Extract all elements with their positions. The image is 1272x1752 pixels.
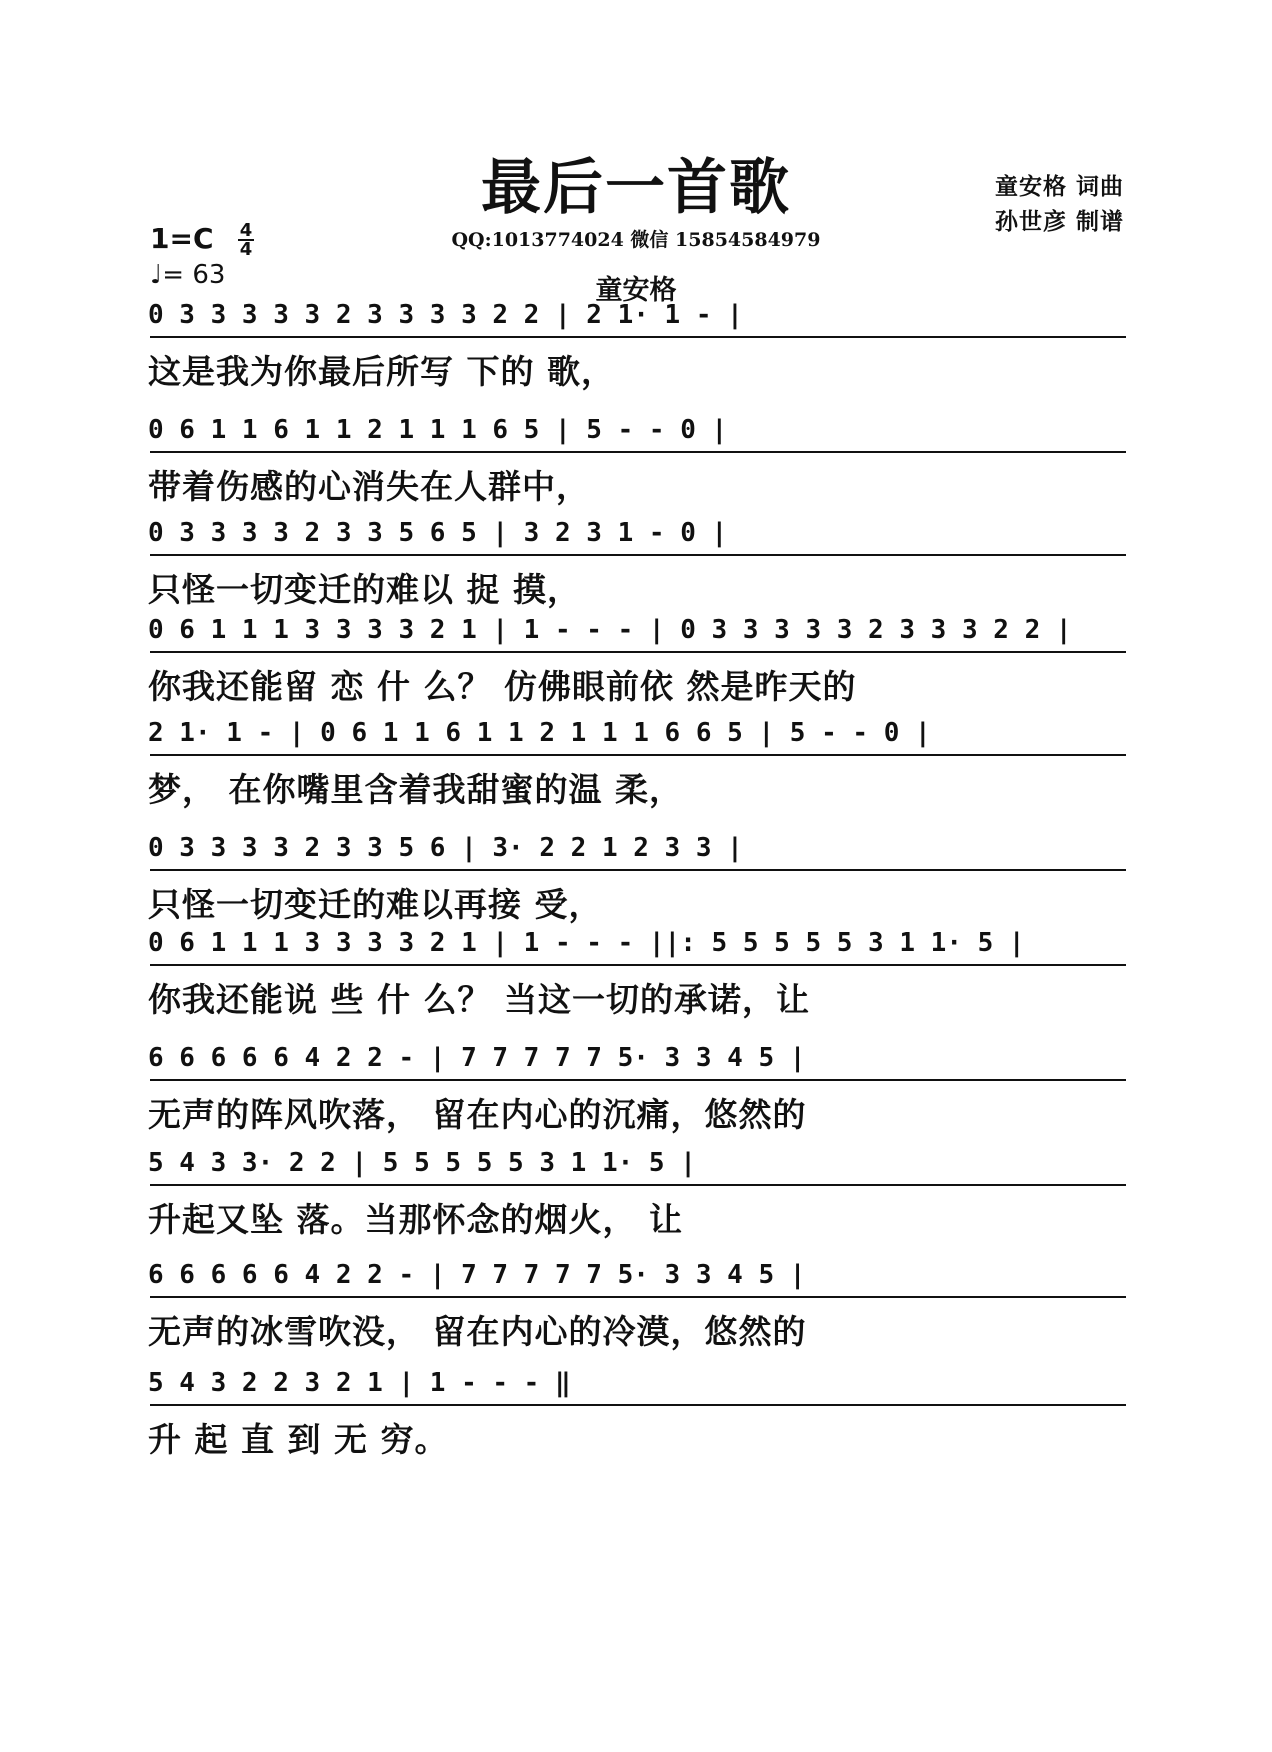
notation-line: 5 4 3 2 2 3 2 1 | 1 - - - ‖ [148,1368,571,1398]
beam-line [150,1404,1126,1406]
singer-name: 童安格 [595,275,677,306]
beam-line [150,451,1126,453]
beam-line [150,554,1126,556]
notation-line: 6 6 6 6 6 4 2 2 - | 7 7 7 7 7 5· 3 3 4 5 | [148,1043,806,1073]
beam-line [150,336,1126,338]
lyrics-line: 你我还能留 恋 什 么？ 仿佛眼前依 然是昨天的 [148,667,857,706]
song-title: 最后一首歌 [481,153,791,223]
notation-line: 0 3 3 3 3 2 3 3 5 6 5 | 3 2 3 1 - 0 | [148,518,728,548]
lyrics-line: 只怪一切变迁的难以再接 受， [148,885,603,924]
notation-line: 0 3 3 3 3 2 3 3 5 6 | 3· 2 2 1 2 3 3 | [148,833,743,863]
key-signature: 1=C [150,222,214,255]
time-signature [238,222,254,258]
arranger-credit: 孙世彦 制谱 [994,208,1124,235]
tempo-marking [150,260,225,290]
tempo-value: = 63 [162,260,226,290]
beam-line [150,964,1126,966]
lyrics-line: 升起又坠 落。当那怀念的烟火， 让 [148,1200,683,1239]
notation-line: 6 6 6 6 6 4 2 2 - | 7 7 7 7 7 5· 3 3 4 5 | [148,1260,806,1290]
contact-info: QQ:1013774024 微信 15854584979 [451,229,821,251]
lyrics-line: 只怪一切变迁的难以 捉 摸， [148,570,581,609]
lyrics-line: 你我还能说 些 什 么？ 当这一切的承诺，让 [148,980,810,1019]
notation-line: 0 3 3 3 3 3 2 3 3 3 3 2 2 | 2 1· 1 - | [148,300,743,330]
lyrics-line: 无声的冰雪吹没， 留在内心的冷漠，悠然的 [148,1312,807,1351]
time-signature-numerator: 4 [239,220,253,241]
lyrics-line: 这是我为你最后所写 下的 歌， [148,352,615,391]
beam-line [150,1296,1126,1298]
beam-line [150,651,1126,653]
beam-line [150,1184,1126,1186]
quarter-note-icon: ♩ [150,260,163,290]
notation-line: 0 6 1 1 1 3 3 3 3 2 1 | 1 - - - ||: 5 5 5 5 5 3 1 1· 5 | [148,928,1025,958]
notation-line: 5 4 3 3· 2 2 | 5 5 5 5 5 3 1 1· 5 | [148,1148,696,1178]
time-signature-denominator: 4 [239,239,253,260]
lyrics-line: 无声的阵风吹落， 留在内心的沉痛，悠然的 [148,1095,807,1134]
lyrics-line: 带着伤感的心消失在人群中， [148,467,590,506]
beam-line [150,754,1126,756]
notation-line: 0 6 1 1 1 3 3 3 3 2 1 | 1 - - - | 0 3 3 3 3 3 2 3 3 3 2 2 | [148,615,1072,645]
lyricist-composer-credit: 童安格 词曲 [994,173,1124,200]
notation-line: 0 6 1 1 6 1 1 2 1 1 1 6 5 | 5 - - 0 | [148,415,728,445]
beam-line [150,1079,1126,1081]
lyrics-line: 梦， 在你嘴里含着我甜蜜的温 柔， [148,770,683,809]
notation-line: 2 1· 1 - | 0 6 1 1 6 1 1 2 1 1 1 6 6 5 | 5 - - 0 | [148,718,931,748]
lyrics-line: 升 起 直 到 无 穷。 [148,1420,449,1459]
beam-line [150,869,1126,871]
